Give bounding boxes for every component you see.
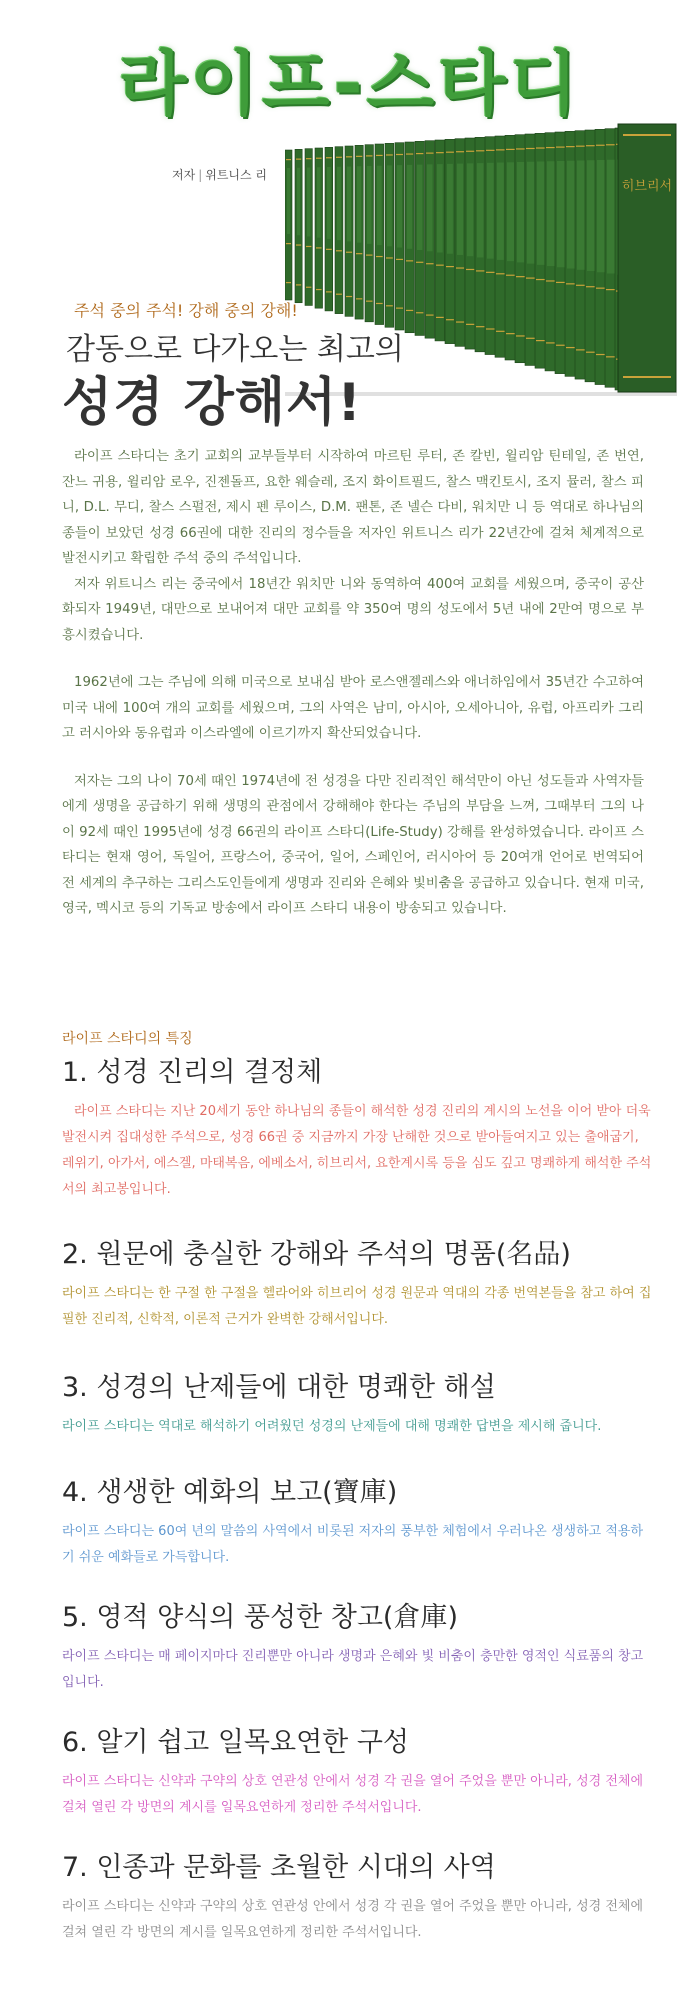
book-spine [325,147,333,311]
features-label: 라이프 스타디의 특징 [62,1031,193,1047]
feature-1-body: 라이프 스타디는 지난 20세기 동안 하나님의 종들이 해석한 성경 진리의 계시의 노선을 이어 받아 더욱 발전시켜 집대성한 주석으로, 성경 66권 중 지금까지 가장 난해한 것으로 받아들여지고 있는 출애굽기, 레위기, 아가서, 에스겔, 마태복음, 에베소서, 히브리서, 요한계시록 등을 심도 깊고 명쾌하게 해석한 주석서의 최고봉입니다. [62,1104,652,1197]
feature-2-title: 2. 원문에 충실한 강해와 주석의 명품(名品) [62,1239,571,1270]
author-line [172,166,267,183]
book-spine [395,143,404,330]
feature-6-title: 6. 알기 쉽고 일목요연한 구성 [62,1727,409,1758]
main-heading: 성경 강해서! [62,373,362,433]
book-spine [465,138,475,349]
feature-3-title: 3. 성경의 난제들에 대한 명쾌한 해설 [62,1372,496,1403]
feature-5-title: 5. 영적 양식의 풍성한 창고(倉庫) [62,1602,458,1633]
feature-3 [62,1365,652,1440]
book-spine [435,140,445,341]
feature-4-body: 라이프 스타디는 60여 년의 말씀의 사역에서 비롯된 저자의 풍부한 체험에서 우러나온 생생하고 적용하기 쉬운 예화들로 가득합니다. [62,1524,644,1565]
feature-7-title: 7. 인종과 문화를 초월한 시대의 사역 [62,1852,496,1883]
front-book [618,124,676,392]
intro-section [62,444,644,922]
book-spine [445,139,455,343]
book-spine [365,145,373,322]
book-spine [415,141,424,335]
feature-7 [62,1845,652,1946]
brand-logo: 라이프-스타디 [118,43,582,125]
intro-paragraph-4: 저자는 그의 나이 70세 때인 1974년에 전 성경을 다만 진리적인 해석만이 아닌 성도들과 사역자들에게 생명을 공급하기 위해 생명의 관점에서 강해해야 한다는 주님의 부담을 느껴, 그때부터 그의 나이 92세 때인 1995년에 성경 66권의 라이프 스타디(Life-Study) 강해를 완성하였습니다. 라이프 스타디는 현재 영어, 독일어, 프랑스어, 중국어, 일어, 스페인어, 러시아어 등 20여개 언어로 번역되어 전 세계의 추구하는 그리스도인들에게 생명과 진리와 은혜와 빛비춤을 공급하고 있습니다. 현재 미국, 영국, 멕시코 등의 기독교 방송에서 라이프 스타디 내용이 방송되고 있습니다. [62,773,644,916]
book-spine [425,141,435,339]
front-book-title: 히브리서 [621,179,673,194]
book-spine [315,148,323,308]
feature-4-title: 4. 생생한 예화의 보고(寶庫) [62,1477,398,1508]
author-label: 저자 [172,168,196,182]
book-spine [475,137,485,351]
feature-6-body: 라이프 스타디는 신약과 구약의 상호 연관성 안에서 성경 각 권을 열어 주었을 뿐만 아니라, 성경 전체에 걸쳐 열린 각 방면의 계시를 일목요연하게 정리한 주석서입니다. [62,1774,643,1815]
intro-paragraph-2: 저자 위트니스 리는 중국에서 18년간 워치만 니와 동역하여 400여 교회를 세웠으며, 중국이 공산화되자 1949년, 대만으로 보내어져 대만 교회를 약 350여 명의 성도에서 5년 내에 2만여 명으로 부흥시켰습니다. [62,576,644,643]
feature-3-body: 라이프 스타디는 역대로 해석하기 어려웠던 성경의 난제들에 대해 명쾌한 답변을 제시해 줍니다. [62,1419,602,1434]
book-spine [485,137,496,355]
book-spine [405,142,414,333]
feature-4 [62,1470,652,1571]
feature-7-body: 라이프 스타디는 신약과 구약의 상호 연관성 안에서 성경 각 권을 열어 주었을 뿐만 아니라, 성경 전체에 걸쳐 열린 각 방면의 계시를 일목요연하게 정리한 주석서입니다. [62,1899,643,1940]
book-spine [455,139,465,347]
book-spine [505,135,516,360]
book-spine [295,149,302,302]
book-spine [515,135,526,363]
book-spine [285,150,292,300]
feature-5-body: 라이프 스타디는 매 페이지마다 진리뿐만 아니라 생명과 은혜와 빛 비춤이 충만한 영적인 식료품의 창고입니다. [62,1649,644,1690]
book-spine [305,149,312,306]
book-spine [375,144,384,325]
feature-1 [62,1050,652,1203]
book-spine [525,134,536,365]
author-separator: | [198,168,203,182]
book-spine [355,145,363,319]
feature-6 [62,1720,652,1821]
tagline: 주석 중의 주석! 강해 중의 강해! [74,301,298,320]
intro-paragraph-3: 1962년에 그는 주님에 의해 미국으로 보내심 받아 로스앤젤레스와 애너하임에서 35년간 수고하여 미국 내에 100여 개의 교회를 세웠으며, 그의 사역은 남미, 아시아, 오세아니아, 유럽, 아프리카 그리고 러시아와 동유럽과 이스라엘에 이르기까지 확산되었습니다. [62,675,644,741]
feature-2 [62,1232,652,1333]
book-spine [335,147,343,314]
sub-heading: 감동으로 다가오는 최고의 [66,332,404,367]
feature-1-title: 1. 성경 진리의 결정체 [62,1057,323,1088]
feature-2-body: 라이프 스타디는 한 구절 한 구절을 헬라어와 히브리어 성경 원문과 역대의 각종 번역본들을 참고 하여 집필한 진리적, 신학적, 이론적 근거가 완벽한 강해서입니다. [62,1286,652,1327]
book-spine [385,143,394,327]
book-spine [495,136,506,357]
author-name: 위트니스 리 [205,168,268,182]
book-spine [345,146,353,316]
intro-paragraph-1: 라이프 스타디는 초기 교회의 교부들부터 시작하여 마르틴 루터, 존 칼빈, 윌리암 틴테일, 존 번연, 잔느 귀용, 윌리암 로우, 진젠돌프, 요한 웨슬레, 조지 화이트필드, 찰스 맥킨토시, 조지 뮬러, 찰스 피니, D.L. 무디, 찰스 스펄전, 제시 펜 루이스, D.M. 팬톤, 존 넬슨 다비, 워치만 니 등 역대로 하나님의 종들이 보았던 성경 66권에 대한 진리의 정수들을 저자인 위트니스 리가 22년간에 걸쳐 체계적으로 발전시키고 확립한 주석 중의 주석입니다. [62,449,644,566]
feature-5 [62,1595,652,1696]
